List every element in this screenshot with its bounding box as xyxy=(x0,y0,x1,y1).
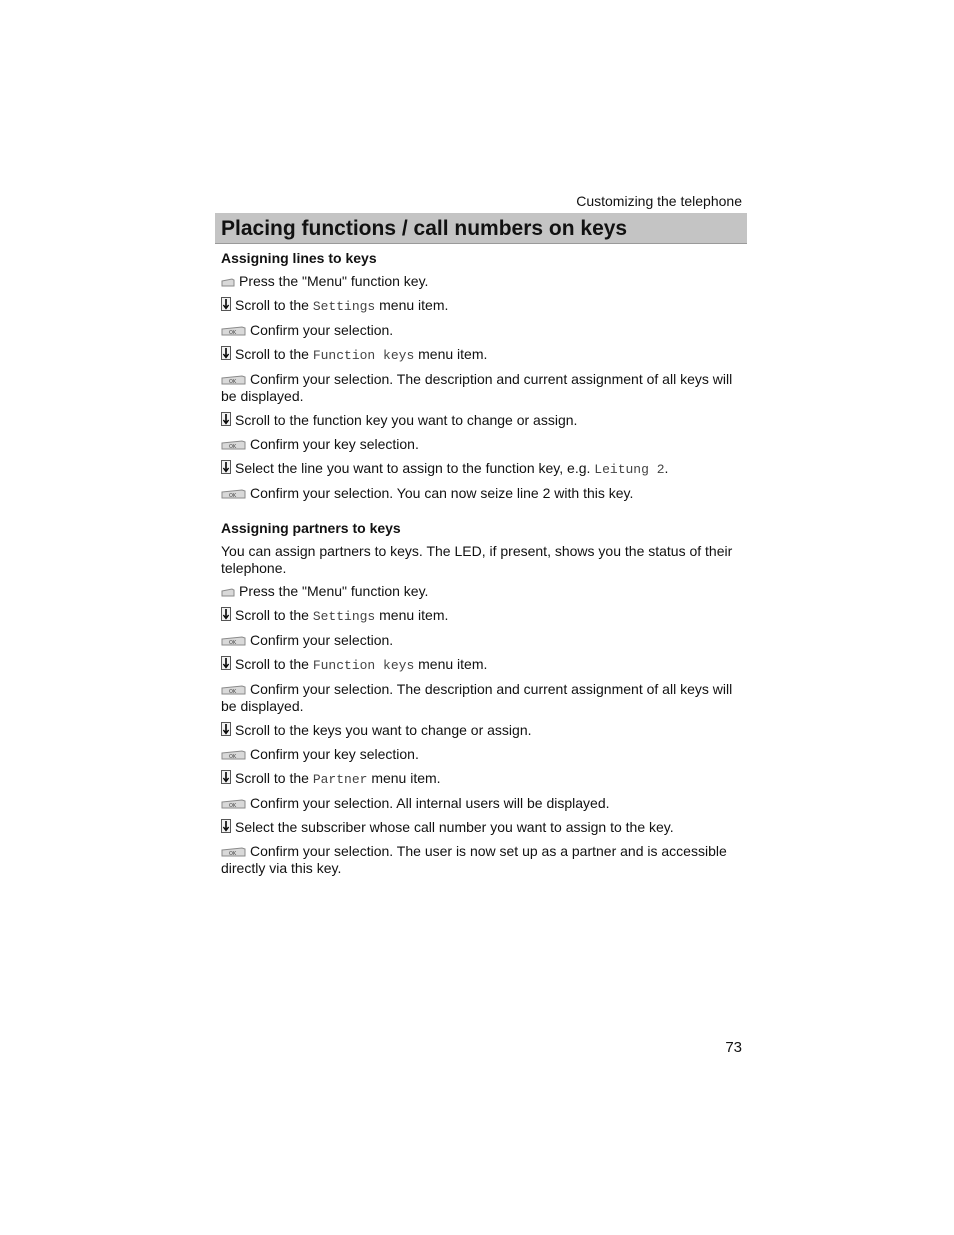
step-text: Confirm your key selection. xyxy=(250,746,419,762)
step-text: Select the subscriber whose call number you want to assign to the key. xyxy=(235,819,674,835)
ok-key-icon xyxy=(221,795,250,811)
instruction-step xyxy=(221,371,737,405)
instruction-step xyxy=(221,722,737,739)
step-text: Scroll to the xyxy=(235,770,313,786)
svg-text:OK: OK xyxy=(229,330,237,336)
step-text: Press the "Menu" function key. xyxy=(239,273,429,289)
instruction-step xyxy=(221,322,737,339)
ok-key-icon xyxy=(221,681,250,697)
step-text: Confirm your selection. The user is now set up as a partner and is accessible directly via this key. xyxy=(221,843,727,876)
step-text: Confirm your selection. All internal users will be displayed. xyxy=(250,795,610,811)
step-text-suffix: . xyxy=(664,460,669,476)
instruction-step xyxy=(221,273,737,290)
scroll-icon xyxy=(221,607,235,623)
step-text: Press the "Menu" function key. xyxy=(239,583,429,599)
menu-key-icon xyxy=(221,583,239,599)
scroll-icon xyxy=(221,819,235,835)
svg-text:OK: OK xyxy=(229,689,237,695)
menu-item-name: Partner xyxy=(312,772,368,787)
step-text-suffix: menu item. xyxy=(414,346,488,362)
menu-item-name: Function keys xyxy=(312,348,415,363)
ok-key-icon xyxy=(221,436,250,452)
step-text-suffix: menu item. xyxy=(375,297,449,313)
scroll-icon xyxy=(221,346,235,362)
instruction-step xyxy=(221,681,737,715)
scroll-icon xyxy=(221,770,235,786)
instructions-content xyxy=(221,250,737,884)
step-text: Confirm your selection. The description and current assignment of all keys will be displayed. xyxy=(221,371,733,404)
step-text: Confirm your selection. You can now seize line 2 with this key. xyxy=(250,485,634,501)
menu-item-name: Settings xyxy=(312,609,376,624)
step-text: Confirm your key selection. xyxy=(250,436,419,452)
svg-text:OK: OK xyxy=(229,444,237,450)
instruction-step xyxy=(221,297,737,315)
menu-item-name: Function keys xyxy=(312,658,415,673)
svg-text:OK: OK xyxy=(229,803,237,809)
step-text-suffix: menu item. xyxy=(414,656,488,672)
instruction-step xyxy=(221,607,737,625)
svg-text:OK: OK xyxy=(229,640,237,646)
instruction-step xyxy=(221,819,737,836)
instruction-step xyxy=(221,460,737,478)
ok-key-icon xyxy=(221,485,250,501)
scroll-icon xyxy=(221,722,235,738)
ok-key-icon xyxy=(221,843,250,859)
menu-item-name: Leitung 2 xyxy=(594,462,665,477)
title-bar xyxy=(215,213,747,244)
page-title: Placing functions / call numbers on keys xyxy=(221,217,628,240)
scroll-icon xyxy=(221,460,235,476)
svg-text:OK: OK xyxy=(229,754,237,760)
section-intro: You can assign partners to keys. The LED, if present, shows you the status of their telephone. xyxy=(221,543,733,576)
instruction-step xyxy=(221,795,737,812)
instruction-step xyxy=(221,485,737,502)
step-text: Scroll to the function key you want to change or assign. xyxy=(235,412,578,428)
section-heading: Assigning partners to keys xyxy=(221,520,401,536)
step-text: Confirm your selection. The description and current assignment of all keys will be displayed. xyxy=(221,681,733,714)
running-header: Customizing the telephone xyxy=(576,193,742,209)
instruction-step xyxy=(221,770,737,788)
scroll-icon xyxy=(221,412,235,428)
section-heading: Assigning lines to keys xyxy=(221,250,377,266)
step-text: Scroll to the xyxy=(235,346,313,362)
instruction-step xyxy=(221,746,737,763)
step-text: Confirm your selection. xyxy=(250,322,394,338)
svg-text:OK: OK xyxy=(229,493,237,499)
instruction-step xyxy=(221,583,737,600)
step-text-suffix: menu item. xyxy=(375,607,449,623)
instruction-step xyxy=(221,436,737,453)
ok-key-icon xyxy=(221,746,250,762)
step-text: Scroll to the xyxy=(235,656,313,672)
instruction-step xyxy=(221,346,737,364)
step-text: Scroll to the xyxy=(235,607,313,623)
step-text: Select the line you want to assign to the function key, e.g. xyxy=(235,460,595,476)
step-text: Scroll to the keys you want to change or assign. xyxy=(235,722,532,738)
svg-text:OK: OK xyxy=(229,851,237,857)
instruction-step xyxy=(221,656,737,674)
scroll-icon xyxy=(221,297,235,313)
instruction-step xyxy=(221,412,737,429)
menu-key-icon xyxy=(221,273,239,289)
instruction-step xyxy=(221,632,737,649)
ok-key-icon xyxy=(221,322,250,338)
step-text: Confirm your selection. xyxy=(250,632,394,648)
ok-key-icon xyxy=(221,371,250,387)
svg-text:OK: OK xyxy=(229,379,237,385)
menu-item-name: Settings xyxy=(312,299,376,314)
instruction-step xyxy=(221,843,737,877)
scroll-icon xyxy=(221,656,235,672)
step-text-suffix: menu item. xyxy=(367,770,441,786)
step-text: Scroll to the xyxy=(235,297,313,313)
page-number: 73 xyxy=(725,1039,742,1056)
ok-key-icon xyxy=(221,632,250,648)
